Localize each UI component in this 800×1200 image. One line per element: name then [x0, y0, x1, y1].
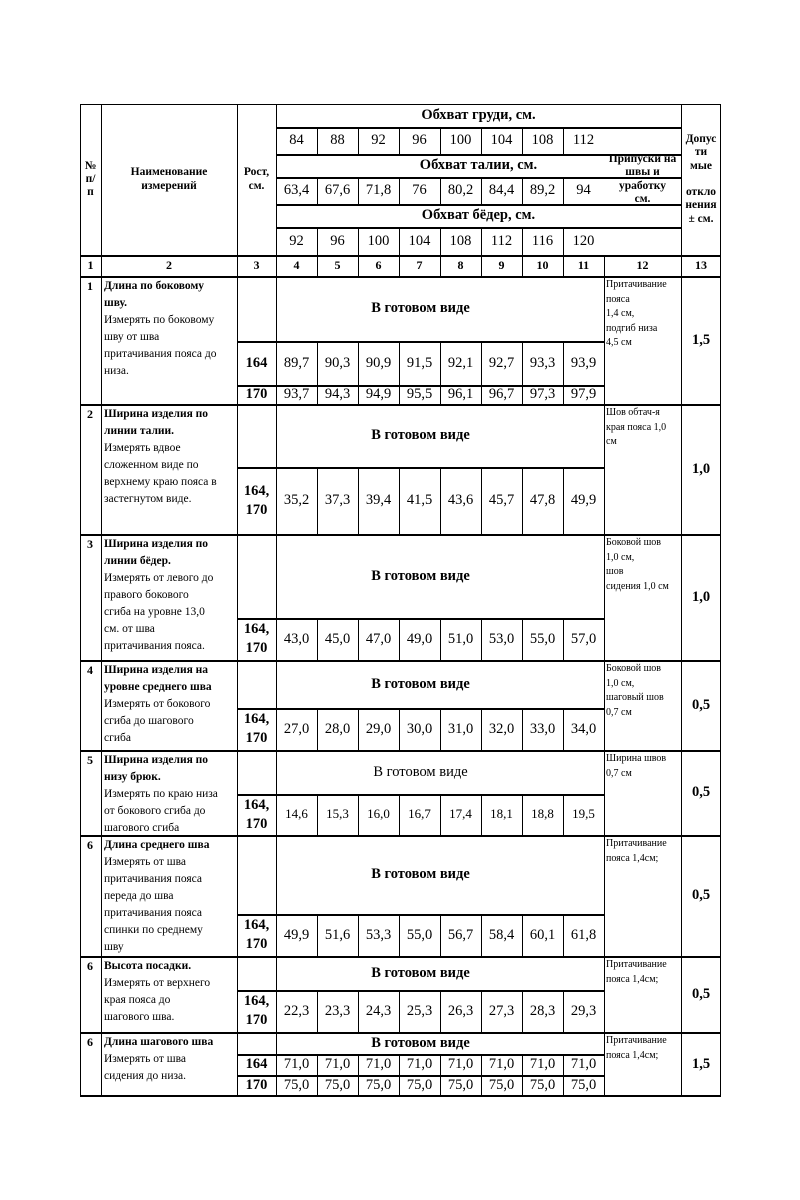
measurement-instruction: застегнутом виде. [104, 493, 192, 505]
hips-size: 112 [490, 232, 513, 249]
column-header-name-line: измерений [141, 179, 197, 192]
row-number: 6 [87, 838, 93, 852]
waist-size: 76 [412, 182, 427, 199]
column-header-tolerance-line: откло [685, 186, 717, 199]
column-header-allowance-line: см. [634, 192, 651, 205]
size-value: 19,5 [572, 806, 595, 822]
size-value: 89,7 [283, 354, 310, 371]
measurement-instruction: переда до шва [104, 890, 174, 902]
chest-size: 108 [531, 132, 554, 149]
column-header-number [80, 104, 101, 255]
size-value: 25,3 [406, 1002, 433, 1019]
size-value: 55,0 [406, 926, 433, 943]
note-line: сидения 1,0 см [606, 580, 669, 592]
column-header-number-line: № [84, 159, 97, 172]
column-header-tolerance-line: нения [685, 199, 717, 212]
measurement-description [104, 1034, 239, 1085]
measurement-title: шву. [104, 297, 127, 309]
measurement-instruction: края пояса до [104, 994, 171, 1006]
size-value: 96,1 [447, 386, 474, 403]
measurement-title: Ширина изделия по [104, 538, 209, 550]
size-value: 24,3 [365, 1002, 392, 1019]
measurement-description [104, 752, 239, 837]
size-value: 16,7 [408, 806, 431, 822]
chest-size: 88 [330, 132, 345, 149]
column-header-tolerance [681, 104, 721, 255]
note-line: 0,7 см [606, 706, 632, 718]
measurement-instruction: шву [104, 941, 124, 953]
tolerance-value: 1,5 [691, 331, 711, 348]
seam-allowance-note [606, 278, 680, 351]
column-number: 7 [416, 257, 423, 272]
seam-allowance-note [606, 406, 680, 450]
hips-size: 120 [572, 232, 595, 249]
measurement-instruction: притачивания пояса [104, 907, 202, 919]
column-number: 3 [253, 257, 260, 272]
seam-allowance-note [606, 837, 680, 866]
measurement-title: уровне среднего шва [104, 681, 212, 693]
note-line: пояса 1,4см; [606, 973, 659, 985]
hips-size: 108 [449, 232, 472, 249]
note-line: Притачивание [606, 959, 667, 970]
size-value: 55,0 [529, 630, 556, 647]
size-value: 53,3 [365, 926, 392, 943]
measurement-title: Длина по боковому [104, 280, 205, 292]
chest-size: 92 [371, 132, 386, 149]
note-line: края пояса 1,0 [606, 421, 667, 433]
size-value: 26,3 [447, 1002, 474, 1019]
measurement-instruction: Измерять от левого до [104, 572, 214, 584]
size-value: 71,0 [488, 1056, 515, 1073]
waist-size: 63,4 [283, 182, 310, 199]
measurement-instruction: сидения до низа. [104, 1070, 186, 1082]
size-value: 45,0 [324, 630, 351, 647]
measurement-instruction: Измерять вдвое [104, 442, 181, 454]
note-line: шов [606, 566, 624, 577]
note-line: Притачивание [606, 838, 667, 849]
size-value: 97,9 [570, 386, 597, 403]
measurement-instruction: Измерять от шва [104, 856, 186, 868]
size-value: 94,3 [324, 386, 351, 403]
hips-size: 96 [330, 232, 345, 249]
size-value: 75,0 [488, 1077, 515, 1094]
column-header-allowance-line: Припуски на [608, 153, 677, 166]
waist-size: 94 [576, 182, 591, 199]
column-number: 11 [577, 257, 590, 272]
size-value: 71,0 [447, 1056, 474, 1073]
chest-title: Обхват груди, см. [421, 107, 536, 124]
size-value: 96,7 [488, 386, 515, 403]
size-value: 27,0 [283, 720, 310, 737]
size-value: 75,0 [365, 1077, 392, 1094]
size-value: 93,9 [570, 354, 597, 371]
measurement-instruction: притачивания пояса до [104, 348, 217, 360]
size-value: 45,7 [488, 492, 515, 509]
size-value: 49,9 [283, 926, 310, 943]
size-value: 71,0 [365, 1056, 392, 1073]
size-value: 53,0 [488, 630, 515, 647]
size-value: 29,0 [365, 720, 392, 737]
size-value: 18,1 [490, 806, 513, 822]
waist-size: 67,6 [324, 182, 351, 199]
size-value: 34,0 [570, 720, 597, 737]
size-value: 47,8 [529, 492, 556, 509]
measurement-title: Ширина изделия на [104, 664, 209, 676]
size-value: 41,5 [406, 492, 433, 509]
seam-allowance-note [606, 536, 680, 594]
height-value: 170 [245, 386, 268, 403]
measurement-instruction: сгиба на уровне 13,0 [104, 606, 205, 618]
column-header-tolerance-line: мые [690, 159, 712, 172]
tolerance-value: 1,5 [691, 1055, 711, 1072]
size-value: 75,0 [570, 1077, 597, 1094]
finished-label: В готовом виде [371, 567, 470, 584]
size-value: 75,0 [447, 1077, 474, 1094]
measurement-instruction: Измерять от шва [104, 1053, 186, 1065]
column-header-allowance-line: швы и [625, 166, 660, 179]
note-line: 1,4 см, [606, 308, 635, 319]
size-value: 71,0 [324, 1056, 351, 1073]
size-value: 71,0 [406, 1056, 433, 1073]
finished-label: В готовом виде [371, 427, 470, 444]
height-value: 170 [245, 1077, 268, 1094]
tolerance-value: 0,5 [691, 784, 711, 800]
tolerance-value: 0,5 [691, 887, 711, 903]
size-value: 60,1 [529, 926, 556, 943]
size-value: 61,8 [570, 926, 597, 943]
size-value: 28,3 [529, 1002, 556, 1019]
measurement-instruction: верхнему краю пояса в [104, 476, 217, 488]
measurement-description [104, 662, 239, 747]
size-value: 31,0 [447, 720, 474, 737]
row-number: 2 [87, 407, 93, 421]
measurement-instruction: см. от шва [104, 623, 155, 635]
size-value: 30,0 [406, 720, 433, 737]
height-value: 164, 170 [243, 917, 270, 952]
measurement-table [80, 104, 721, 1096]
note-line: 0,7 см [606, 767, 632, 779]
size-value: 37,3 [324, 492, 351, 509]
note-line: см [606, 436, 617, 447]
hips-size: 104 [408, 232, 431, 249]
measurement-instruction: притачивания пояса. [104, 640, 205, 652]
row-number: 6 [87, 959, 93, 973]
column-number: 6 [375, 257, 382, 272]
size-value: 49,0 [406, 630, 433, 647]
size-value: 90,3 [324, 354, 351, 371]
measurement-instruction: низа. [104, 365, 129, 377]
row-number: 4 [87, 663, 93, 677]
size-value: 17,4 [449, 806, 472, 822]
size-value: 75,0 [283, 1077, 310, 1094]
measurement-title: Ширина изделия по [104, 408, 209, 420]
seam-allowance-note [606, 958, 680, 987]
measurement-description [104, 837, 239, 956]
column-number: 8 [457, 257, 464, 272]
chest-size: 96 [412, 132, 427, 149]
tolerance-value: 1,0 [691, 460, 711, 477]
size-value: 23,3 [324, 1002, 351, 1019]
note-line: Боковой шов [606, 663, 662, 674]
column-header-tolerance-line: ти [694, 146, 708, 159]
column-header-number-line: п [87, 186, 94, 199]
note-line: Шов обтач-я [606, 407, 660, 418]
grid-line [604, 276, 605, 1096]
height-value: 164, 170 [243, 711, 270, 746]
column-header-name [101, 104, 237, 255]
column-header-tolerance-line: ± см. [688, 212, 714, 225]
size-value: 95,5 [406, 386, 433, 403]
measurement-instruction: спинки по среднему [104, 924, 203, 936]
waist-size: 80,2 [447, 182, 474, 199]
size-value: 58,4 [488, 926, 515, 943]
column-header-height-line: см. [248, 179, 265, 192]
note-line: 1,0 см, [606, 551, 635, 563]
column-header-tolerance-line [700, 173, 703, 186]
size-value: 90,9 [365, 354, 392, 371]
measurement-instruction: притачивания пояса [104, 873, 202, 885]
size-value: 49,9 [570, 492, 597, 509]
row-number: 6 [87, 1035, 93, 1049]
size-value: 32,0 [488, 720, 515, 737]
size-value: 33,0 [529, 720, 556, 737]
tolerance-value: 1,0 [691, 588, 711, 605]
size-value: 51,6 [324, 926, 351, 943]
note-line: Притачивание [606, 1035, 667, 1046]
size-value: 75,0 [529, 1077, 556, 1094]
measurement-title: Длина шагового шва [104, 1036, 214, 1048]
measurement-description [104, 406, 239, 508]
height-value: 164, 170 [243, 482, 270, 518]
column-number: 9 [498, 257, 505, 272]
measurement-instruction: правого бокового [104, 589, 189, 601]
note-line: пояса 1,4см; [606, 852, 659, 864]
size-value: 14,6 [285, 806, 308, 822]
waist-size: 84,4 [488, 182, 515, 199]
size-value: 43,6 [447, 492, 474, 509]
size-value: 75,0 [324, 1077, 351, 1094]
measurement-instruction: шагового сгиба [104, 822, 180, 834]
column-header-tolerance-line: Допус [685, 133, 717, 146]
waist-title: Обхват талии, см. [419, 157, 538, 174]
note-line: пояса 1,4см; [606, 1049, 659, 1061]
measurement-instruction: Измерять по краю низа [104, 788, 218, 800]
column-header-number-line: п/ [85, 172, 96, 185]
measurement-title: Длина среднего шва [104, 839, 210, 851]
measurement-title: Ширина изделия по [104, 754, 209, 766]
height-value: 164, 170 [243, 993, 270, 1028]
size-value: 56,7 [447, 926, 474, 943]
measurement-instruction: Измерять от бокового [104, 698, 211, 710]
row-number: 1 [87, 279, 93, 293]
seam-allowance-note [606, 752, 680, 781]
note-line: подгиб низа [606, 322, 658, 334]
column-header-allowance [604, 104, 681, 255]
column-number: 12 [636, 257, 649, 272]
column-header-name-line: Наименование [130, 166, 208, 179]
finished-label: В готовом виде [371, 300, 470, 317]
measurement-instruction: сгиба [104, 732, 131, 744]
finished-label: В готовом виде [371, 866, 470, 883]
chest-size: 112 [572, 132, 595, 149]
size-value: 93,3 [529, 354, 556, 371]
hips-size: 116 [531, 232, 554, 249]
measurement-title: низу брюк. [104, 771, 161, 783]
size-value: 91,5 [406, 354, 433, 371]
note-line: Притачивание [606, 279, 667, 290]
measurement-instruction: сгиба до шагового [104, 715, 194, 727]
height-value: 164 [245, 1056, 268, 1073]
column-header-allowance-line: уработку [619, 179, 666, 192]
row-number: 5 [87, 753, 93, 767]
measurement-instruction: сложенном виде по [104, 459, 199, 471]
finished-label: В готовом виде [373, 763, 468, 780]
size-value: 71,0 [570, 1056, 597, 1073]
measurement-description [104, 278, 239, 380]
measurement-instruction: Измерять по боковому [104, 314, 215, 326]
size-value: 71,0 [529, 1056, 556, 1073]
size-value: 35,2 [283, 492, 310, 509]
note-line: пояса [606, 293, 630, 305]
chest-size: 84 [289, 132, 304, 149]
chest-size: 104 [490, 132, 513, 149]
size-value: 39,4 [365, 492, 392, 509]
measurement-instruction: шагового шва. [104, 1011, 175, 1023]
column-header-height [237, 104, 276, 255]
finished-label: В готовом виде [371, 964, 470, 981]
measurement-description [104, 958, 239, 1026]
height-value: 164 [245, 354, 268, 371]
row-number: 3 [87, 537, 93, 551]
height-value: 164, 170 [243, 621, 270, 656]
note-line: 4,5 см [606, 337, 632, 348]
size-value: 15,3 [326, 806, 349, 822]
waist-size: 71,8 [365, 182, 392, 199]
measurement-title: линии талии. [104, 425, 175, 437]
size-value: 71,0 [283, 1056, 310, 1073]
measurement-description [104, 536, 239, 655]
measurement-instruction: Измерять от верхнего [104, 977, 211, 989]
size-value: 57,0 [570, 630, 597, 647]
measurement-title: линии бёдер. [104, 555, 171, 567]
measurement-instruction: от бокового сгиба до [104, 805, 206, 817]
column-number: 13 [695, 257, 707, 272]
size-value: 43,0 [283, 630, 310, 647]
size-value: 97,3 [529, 386, 556, 403]
size-value: 29,3 [570, 1002, 597, 1019]
note-line: 1,0 см, [606, 677, 635, 689]
column-number: 5 [334, 257, 341, 272]
size-value: 28,0 [324, 720, 351, 737]
height-value: 164, 170 [243, 796, 270, 832]
column-number: 2 [166, 257, 172, 272]
size-value: 47,0 [365, 630, 392, 647]
seam-allowance-note [606, 662, 680, 720]
column-header-height-line: Рост, [243, 166, 270, 179]
hips-size: 92 [289, 232, 304, 249]
size-value: 93,7 [283, 386, 310, 403]
size-value: 92,7 [488, 354, 515, 371]
size-value: 75,0 [406, 1077, 433, 1094]
seam-allowance-note [606, 1034, 680, 1063]
note-line: Боковой шов [606, 537, 662, 548]
tolerance-value: 0,5 [691, 985, 711, 1002]
size-value: 16,0 [367, 806, 390, 822]
hips-title: Обхват бёдер, см. [421, 207, 536, 224]
column-number: 10 [536, 257, 549, 272]
measurement-instruction: шву от шва [104, 331, 160, 343]
note-line: Ширина швов [606, 753, 667, 764]
size-value: 51,0 [447, 630, 474, 647]
hips-size: 100 [367, 232, 390, 249]
chest-size: 100 [449, 132, 472, 149]
size-value: 22,3 [283, 1002, 310, 1019]
column-number: 1 [87, 257, 94, 272]
waist-size: 89,2 [529, 182, 556, 199]
size-value: 92,1 [447, 354, 474, 371]
size-value: 94,9 [365, 386, 392, 403]
column-number: 4 [293, 257, 300, 272]
size-value: 27,3 [488, 1002, 515, 1019]
measurement-title: Высота посадки. [104, 960, 192, 972]
size-value: 18,8 [531, 806, 554, 822]
finished-label: В готовом виде [371, 675, 470, 692]
finished-label: В готовом виде [371, 1034, 470, 1051]
note-line: шаговый шов [606, 692, 664, 703]
tolerance-value: 0,5 [691, 696, 711, 713]
